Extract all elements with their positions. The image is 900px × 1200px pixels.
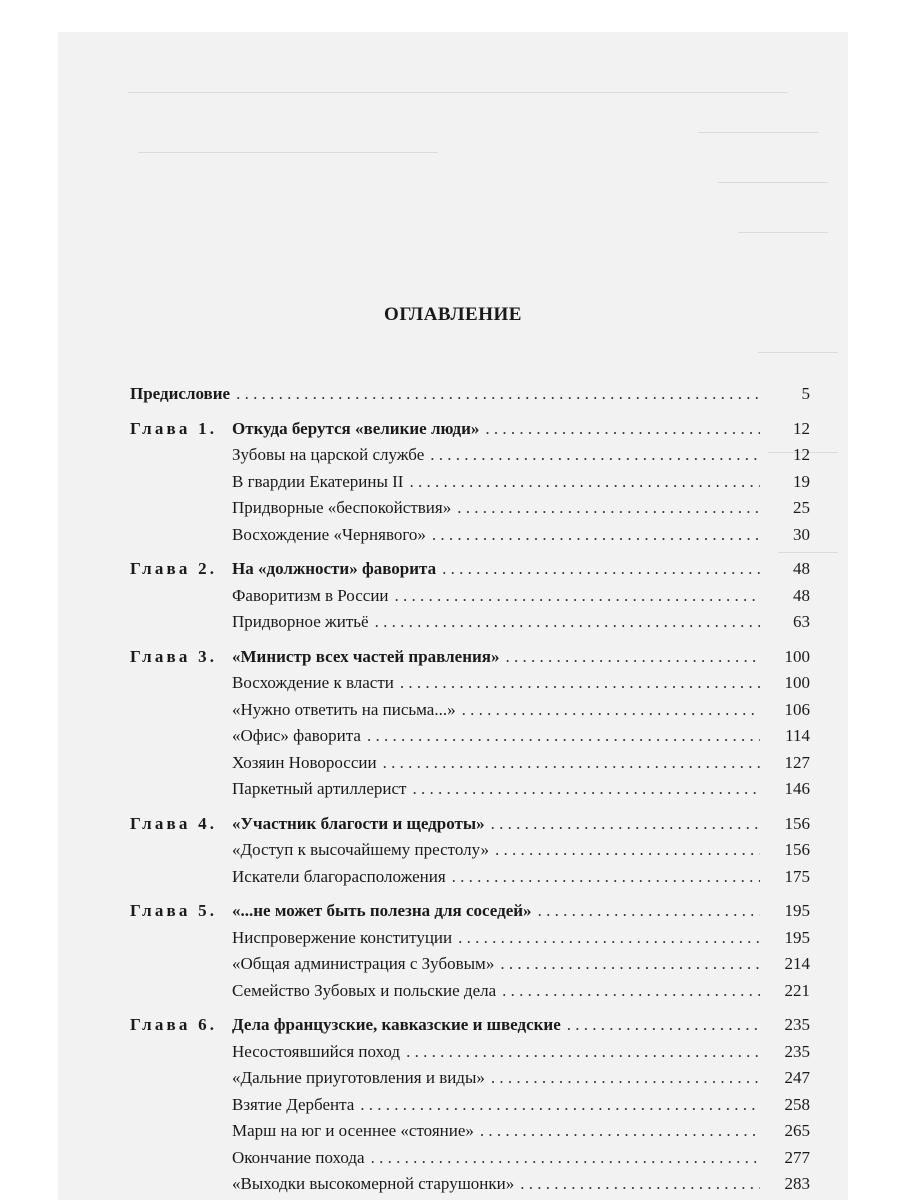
page-number: 156 xyxy=(784,840,810,859)
page-number: 100 xyxy=(784,673,810,692)
section-title: «Дальние приуготовления и виды» xyxy=(232,1068,485,1087)
section-title: Хозяин Новороссии xyxy=(232,752,377,772)
chapter-title: «Участник благости и щедроты» xyxy=(232,813,485,833)
chapter-label: Глава 6. xyxy=(130,1015,218,1034)
chapter-label: Глава 1. xyxy=(130,418,218,438)
toc-entry-section[interactable] xyxy=(130,928,810,955)
toc-heading: ОГЛАВЛЕНИЕ xyxy=(384,304,522,325)
toc-entry-section[interactable] xyxy=(130,525,810,552)
dot-leader xyxy=(495,840,760,860)
bleed-through-rule xyxy=(138,152,438,153)
toc-entry-section[interactable] xyxy=(130,1095,810,1122)
toc-entry-chapter-1[interactable] xyxy=(130,419,810,446)
dot-leader xyxy=(409,472,760,492)
toc-entry-section[interactable] xyxy=(130,586,810,613)
table-of-contents xyxy=(130,384,810,1200)
toc-entry-section[interactable] xyxy=(130,840,810,867)
page-number: 12 xyxy=(793,418,810,438)
page-number: 100 xyxy=(784,646,810,666)
dot-leader xyxy=(462,700,760,720)
toc-entry-section[interactable] xyxy=(130,700,810,727)
page-number: 195 xyxy=(784,927,810,947)
chapter-label: Глава 5. xyxy=(130,901,218,920)
dot-leader xyxy=(567,1015,760,1035)
page-number: 12 xyxy=(793,445,810,464)
chapter-title: Откуда берутся «великие люди» xyxy=(232,418,480,438)
section-title: Зубовы на царской службе xyxy=(232,445,425,464)
section-title: Марш на юг и осеннее «стояние» xyxy=(232,1121,474,1140)
toc-entry-section[interactable] xyxy=(130,1148,810,1175)
bleed-through-rule xyxy=(128,92,788,93)
section-title: «Выходки высокомерной старушонки» xyxy=(232,1174,515,1193)
dot-leader xyxy=(485,419,760,439)
dot-leader xyxy=(457,498,760,518)
page-number: 283 xyxy=(784,1174,810,1193)
section-title: Несостоявшийся поход xyxy=(232,1041,401,1061)
chapter-label: Глава 3. xyxy=(130,646,218,666)
chapter-title: «...не может быть полезна для соседей» xyxy=(232,901,532,920)
dot-leader xyxy=(395,586,760,606)
page-number: 30 xyxy=(793,524,810,544)
page-number: 214 xyxy=(784,954,810,973)
page-number: 195 xyxy=(784,901,810,920)
dot-leader xyxy=(236,384,760,404)
section-title: Взятие Дербента xyxy=(232,1094,355,1114)
section-title: Восхождение к власти xyxy=(232,673,394,692)
chapter-label: Глава 2. xyxy=(130,559,218,578)
bleed-through-rule xyxy=(718,182,828,183)
toc-entry-chapter-2[interactable] xyxy=(130,559,810,586)
page-number: 156 xyxy=(784,813,810,833)
page-number: 5 xyxy=(801,384,810,403)
dot-leader xyxy=(360,1095,760,1115)
toc-entry-section[interactable] xyxy=(130,779,810,806)
book-page xyxy=(58,32,848,1200)
preface-title: Предисловие xyxy=(130,384,231,403)
page-number: 247 xyxy=(784,1068,810,1087)
page-number: 63 xyxy=(793,612,810,631)
page-number: 48 xyxy=(793,585,810,605)
section-title: Ниспровержение конституции xyxy=(232,927,453,947)
toc-entry-section[interactable] xyxy=(130,612,810,639)
page-number: 175 xyxy=(784,866,810,886)
section-title: Окончание похода xyxy=(232,1147,365,1167)
section-title: Фаворитизм в России xyxy=(232,585,389,605)
toc-entry-section[interactable] xyxy=(130,673,810,700)
dot-leader xyxy=(406,1042,760,1062)
page-number: 146 xyxy=(784,779,810,798)
bleed-through-rule xyxy=(698,132,818,133)
dot-leader xyxy=(502,981,760,1001)
toc-entry-preface[interactable] xyxy=(130,384,810,411)
dot-leader xyxy=(491,1068,760,1088)
dot-leader xyxy=(491,814,760,834)
page-number: 19 xyxy=(793,471,810,491)
section-title: В гвардии Екатерины II xyxy=(232,471,404,491)
section-title: Паркетный артиллерист xyxy=(232,779,407,798)
toc-entry-chapter-5[interactable] xyxy=(130,901,810,928)
page-number: 235 xyxy=(784,1041,810,1061)
page-number: 106 xyxy=(784,699,810,719)
dot-leader xyxy=(500,954,760,974)
toc-entry-section[interactable] xyxy=(130,445,810,472)
dot-leader xyxy=(375,612,760,632)
page-number: 221 xyxy=(784,980,810,1000)
page-number: 265 xyxy=(784,1121,810,1140)
dot-leader xyxy=(383,753,760,773)
bleed-through-rule xyxy=(758,352,838,353)
toc-entry-section[interactable] xyxy=(130,726,810,753)
page-number: 235 xyxy=(784,1015,810,1034)
chapter-title: Дела французские, кавказские и шведские xyxy=(232,1015,561,1034)
chapter-label: Глава 4. xyxy=(130,813,218,833)
dot-leader xyxy=(367,726,760,746)
dot-leader xyxy=(520,1174,760,1194)
section-title: «Офис» фаворита xyxy=(232,726,361,745)
dot-leader xyxy=(400,673,760,693)
dot-leader xyxy=(480,1121,760,1141)
dot-leader xyxy=(458,928,760,948)
dot-leader xyxy=(432,525,760,545)
page-number: 258 xyxy=(784,1094,810,1114)
toc-entry-section[interactable] xyxy=(130,1068,810,1095)
page-number: 25 xyxy=(793,498,810,517)
page-number: 48 xyxy=(793,559,810,578)
toc-entry-section[interactable] xyxy=(130,498,810,525)
section-title: Семейство Зубовых и польские дела xyxy=(232,980,497,1000)
toc-entry-chapter-3[interactable] xyxy=(130,647,810,674)
toc-entry-chapter-6[interactable] xyxy=(130,1015,810,1042)
section-title: Придворные «беспокойствия» xyxy=(232,498,452,517)
dot-leader xyxy=(371,1148,760,1168)
dot-leader xyxy=(442,559,760,579)
toc-entry-section[interactable] xyxy=(130,1121,810,1148)
dot-leader xyxy=(430,445,760,465)
dot-leader xyxy=(505,647,760,667)
chapter-title: На «должности» фаворита xyxy=(232,559,437,578)
section-title: «Нужно ответить на письма...» xyxy=(232,699,456,719)
toc-entry-chapter-4[interactable] xyxy=(130,814,810,841)
dot-leader xyxy=(412,779,760,799)
section-title: Восхождение «Чернявого» xyxy=(232,524,426,544)
bleed-through-rule xyxy=(738,232,828,233)
section-title: Искатели благорасположения xyxy=(232,866,446,886)
toc-entry-section[interactable] xyxy=(130,472,810,499)
toc-entry-section[interactable] xyxy=(130,1042,810,1069)
section-title: «Доступ к высочайшему престолу» xyxy=(232,840,490,859)
dot-leader xyxy=(538,901,760,921)
section-title: Придворное житьё xyxy=(232,612,369,631)
page-number: 127 xyxy=(784,752,810,772)
chapter-title: «Министр всех частей правления» xyxy=(232,646,500,666)
toc-entry-section[interactable] xyxy=(130,954,810,981)
toc-entry-section[interactable] xyxy=(130,1174,810,1200)
toc-entry-section[interactable] xyxy=(130,867,810,894)
toc-entry-section[interactable] xyxy=(130,981,810,1008)
section-title: «Общая администрация с Зубовым» xyxy=(232,954,495,973)
toc-entry-section[interactable] xyxy=(130,753,810,780)
dot-leader xyxy=(452,867,760,887)
page-number: 277 xyxy=(784,1147,810,1167)
page-number: 114 xyxy=(785,726,810,745)
